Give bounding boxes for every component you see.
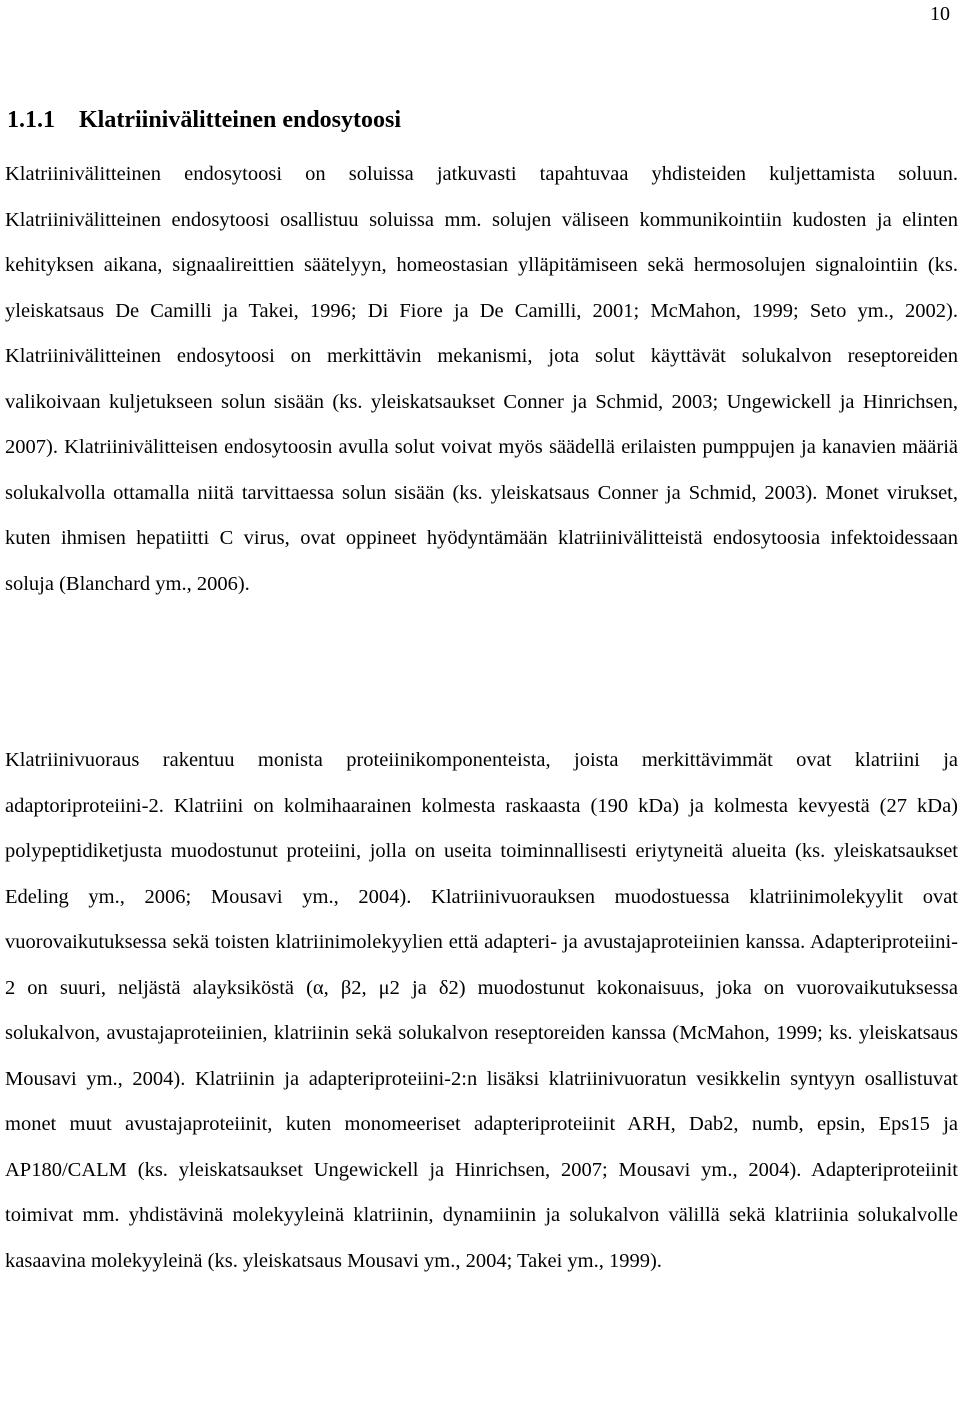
paragraph-endocytosis-overview: Klatriinivälitteinen endosytoosi on soluissa jatkuvasti tapahtuvaa yhdisteiden kuljettamista soluun. Klatriinivälitteinen endosytoosi osallistuu soluissa mm. solujen väliseen kommunikointiin kudosten ja elinten kehityksen aikana, signaalireittien säätelyyn, homeostasian ylläpitämiseen sekä hermosolujen signalointiin (ks. yleiskatsaus De Camilli ja Takei, 1996; Di Fiore ja De Camilli, 2001; McMahon, 1999; Seto ym., 2002). Klatriinivälitteinen endosytoosi on merkittävin mekanismi, jota solut käyttävät solukalvon reseptoreiden valikoivaan kuljetukseen solun sisään (ks. yleiskatsaukset Conner ja Schmid, 2003; Ungewickell ja Hinrichsen, 2007). Klatriinivälitteisen endosytoosin avulla solut voivat myös säädellä erilaisten pumppujen ja kanavien määriä solukalvolla ottamalla niitä tarvittaessa solun sisään (ks. yleiskatsaus Conner ja Schmid, 2003). Monet virukset, kuten ihmisen hepatiitti C virus, ovat oppineet hyödyntämään klatriinivälitteistä endosytoosia infektoidessaan soluja (Blanchard ym., 2006). — [5, 163, 958, 595]
paragraph-clathrin-coat: Klatriinivuoraus rakentuu monista proteiinikomponenteista, joista merkittävimmät ovat klatriini ja adaptoriproteiini-2. Klatriini on kolmihaarainen kolmesta raskaasta (190 kDa) ja kolmesta kevyestä (27 kDa) polypeptidiketjusta muodostunut proteiini, jolla on useita toiminnallisesti eriytyneitä alueita (ks. yleiskatsaukset Edeling ym., 2006; Mousavi ym., 2004). Klatriinivuorauksen muodostuessa klatriinimolekyylit ovat vuorovaikutuksessa sekä toisten klatriinimolekyylien että adapteri- ja avustajaproteiinien kanssa. Adapteriproteiini-2 on suuri, neljästä alayksiköstä (α, β2, μ2 ja δ2) muodostunut kokonaisuus, joka on vuorovaikutuksessa solukalvon, avustajaproteiinien, klatriinin sekä solukalvon reseptoreiden kanssa (McMahon, 1999; ks. yleiskatsaus Mousavi ym., 2004). Klatriinin ja adapteriproteiini-2:n lisäksi klatriinivuoratun vesikkelin syntyyn osallistuvat monet muut avustajaproteiinit, kuten monomeeriset adapteriproteiinit ARH, Dab2, numb, epsin, Eps15 ja AP180/CALM (ks. yleiskatsaukset Ungewickell ja Hinrichsen, 2007; Mousavi ym., 2004). Adapteriproteiinit toimivat mm. yhdistävinä molekyyleinä klatriinin, dynamiinin ja solukalvon välillä sekä klatriinia solukalvolle kasaavina molekyyleinä (ks. yleiskatsaus Mousavi ym., 2004; Takei ym., 1999). — [5, 749, 958, 1272]
page-number: 10 — [930, 3, 950, 25]
section-number: 1.1.1 — [7, 107, 55, 133]
section-heading — [7, 104, 401, 136]
section-title: Klatriinivälitteinen endosytoosi — [79, 107, 402, 133]
